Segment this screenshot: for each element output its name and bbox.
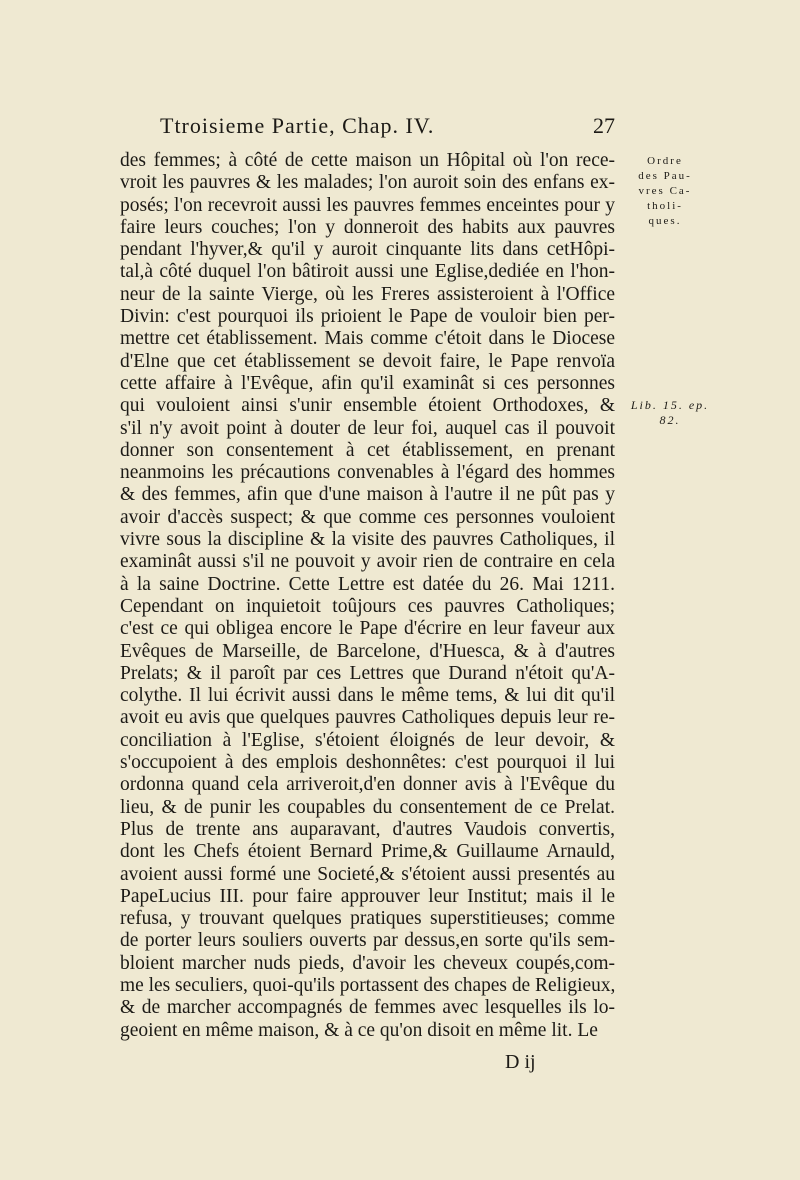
text-line: Plus de trente ans auparavant, d'autres Vaudois convertis, (120, 818, 615, 840)
text-line: Cependant on inquietoit toûjours ces pauvres Catholiques; (120, 595, 615, 617)
text-line: avoient aussi formé une Societé,& s'étoient aussi presentés au (120, 863, 615, 885)
text-line: c'est ce qui obligea encore le Pape d'écrire en leur faveur aux (120, 618, 615, 640)
text-line: & de marcher accompagnés de femmes avec lesquelles ils lo- (120, 997, 615, 1019)
margin-note-reference: Lib. 15. ep. 82. (630, 398, 710, 427)
text-line: posés; l'on recevroit aussi les pauvres femmes enceintes pour y (120, 194, 615, 216)
text-line: ordonna quand cela arriveroit,d'en donner avis à l'Evêque du (120, 774, 615, 796)
text-line: neur de la sainte Vierge, où les Freres assisteroient à l'Office (120, 283, 615, 305)
text-line: & des femmes, afin que d'une maison à l'autre il ne pût pas y (120, 484, 615, 506)
margin-note-ordre (630, 154, 700, 229)
text-line: conciliation à l'Eglise, s'étoient éloignés de leur devoir, & (120, 729, 615, 751)
margin-note-line: Ordre (647, 155, 683, 167)
text-line: refusa, y trouvant quelques pratiques superstitieuses; comme (120, 908, 615, 930)
signature-mark: D ij (505, 1051, 536, 1073)
body-text (120, 150, 615, 1042)
text-line: dont les Chefs étoient Bernard Prime,& Guillaume Arnauld, (120, 841, 615, 863)
text-line: geoient en même maison, & à ce qu'on disoit en même lit. Le (120, 1019, 598, 1041)
text-line: Prelats; & il paroît par ces Lettres que Durand n'étoit qu'A- (120, 662, 615, 684)
text-line: qui vouloient ainsi s'unir ensemble étoient Orthodoxes, & (120, 395, 615, 417)
text-line: Divin: c'est pourquoi ils prioient le Pape de vouloir bien per- (120, 306, 615, 328)
margin-note-line: tholi- (647, 200, 683, 212)
text-line: faire leurs couches; l'on y donneroit des habits aux pauvres (120, 216, 615, 238)
text-line: d'Elne que cet établissement se devoit faire, le Pape renvoïa (120, 350, 615, 372)
page-number: 27 (593, 113, 615, 138)
margin-note-line: ques. (648, 215, 682, 227)
text-line: tal,à côté duquel l'on bâtiroit aussi une Eglise,dediée en l'hon- (120, 261, 615, 283)
text-line: pendant l'hyver,& qu'il y auroit cinquante lits dans cetHôpi- (120, 239, 615, 261)
text-line: PapeLucius III. pour faire approuver leur Institut; mais il le (120, 885, 615, 907)
text-line: bloient marcher nuds pieds, d'avoir les cheveux coupés,com- (120, 952, 615, 974)
running-header (120, 112, 615, 140)
text-line: des femmes; à côté de cette maison un Hôpital où l'on rece- (120, 150, 615, 171)
text-line: cette affaire à l'Evêque, afin qu'il examinât si ces personnes (120, 372, 615, 394)
text-line: s'il n'y avoit point à douter de leur foi, auquel cas il pouvoit (120, 417, 615, 439)
text-line: vroit les pauvres & les malades; l'on auroit soin des enfans ex- (120, 172, 615, 194)
text-line: avoit eu avis que quelques pauvres Catholiques depuis leur re- (120, 707, 615, 729)
text-line: avoir d'accès suspect; & que comme ces personnes vouloient (120, 506, 615, 528)
margin-note-line: des Pau- (638, 170, 692, 182)
text-line: donner son consentement à cet établissement, en prenant (120, 439, 615, 461)
margin-note-line: vres Ca- (638, 185, 692, 197)
text-line: mettre cet établissement. Mais comme c'étoit dans le Diocese (120, 328, 615, 350)
text-line: me les seculiers, quoi-qu'ils portassent des chapes de Religieux, (120, 974, 616, 996)
text-line: s'occupoient à des emplois deshonnêtes: c'est pourquoi il lui (120, 752, 615, 774)
text-line: vivre sous la discipline & la visite des pauvres Catholiques, il (120, 529, 615, 551)
text-line: de porter leurs souliers ouverts par dessus,en sorte qu'ils sem- (120, 930, 615, 952)
text-line: à la saine Doctrine. Cette Lettre est datée du 26. Mai 1211. (120, 573, 615, 595)
text-line: colythe. Il lui écrivit aussi dans le même tems, & lui dit qu'il (120, 685, 615, 707)
text-line: lieu, & de punir les coupables du consentement de ce Prelat. (120, 796, 615, 818)
running-title: Ttroisieme Partie, Chap. IV. (160, 113, 435, 138)
text-line: neanmoins les précautions convenables à l'égard des hommes (120, 462, 615, 484)
text-line: Evêques de Marseille, de Barcelone, d'Huesca, & à d'autres (120, 640, 615, 662)
text-line: examinât aussi s'il ne pouvoit y avoir rien de contraire en cela (120, 551, 615, 573)
